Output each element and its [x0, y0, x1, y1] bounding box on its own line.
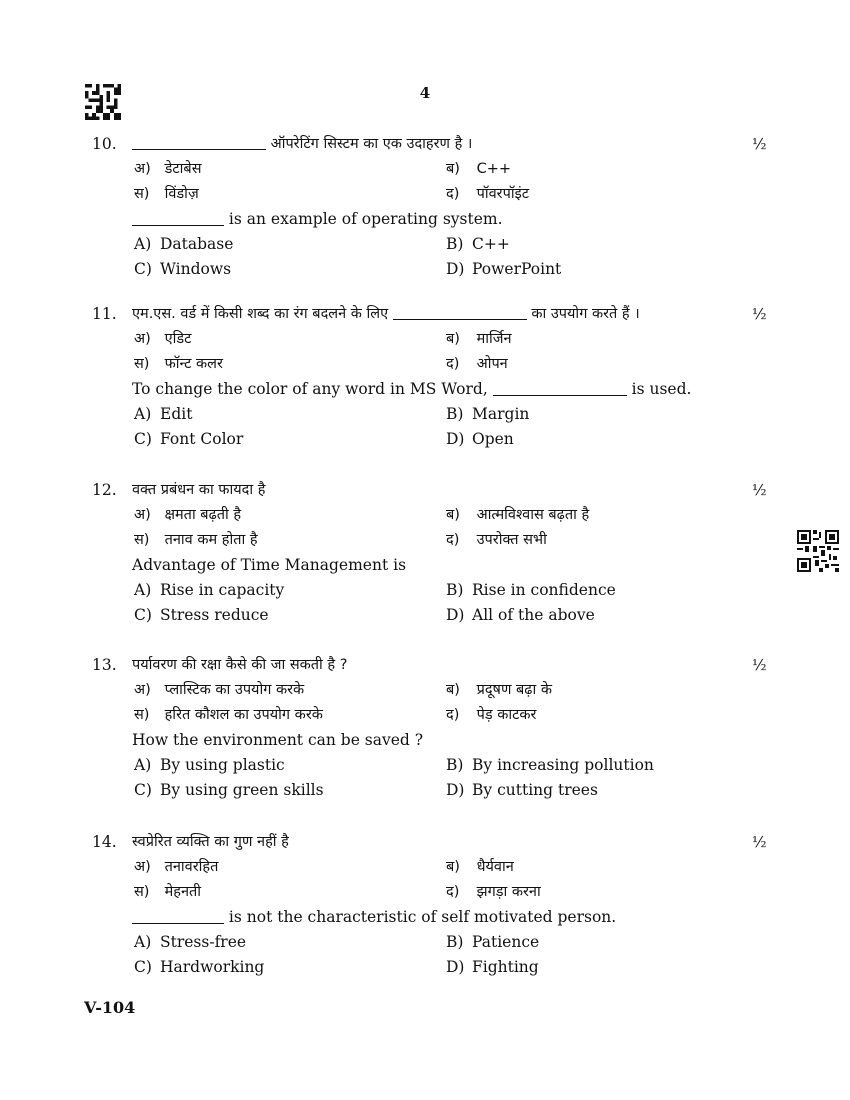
question-number: 13. [92, 656, 117, 674]
page-number: 4 [419, 84, 431, 102]
option-c: C) Font Color [134, 430, 244, 448]
option-hindi-c: स) फॉन्ट कलर [134, 356, 223, 372]
question-text-english: is an example of operating system. [132, 207, 503, 232]
question-number: 14. [92, 833, 117, 851]
option-b: B) C++ [446, 235, 510, 253]
question-text-english: To change the color of any word in MS Word, is used. [132, 380, 692, 398]
question-text-english: Advantage of Time Management is [132, 556, 407, 574]
option-d: D) All of the above [446, 606, 595, 624]
marks: ½ [752, 135, 767, 153]
option-hindi-c: स) तनाव कम होता है [134, 532, 258, 548]
question-11 [84, 302, 784, 452]
option-hindi-a: अ) प्लास्टिक का उपयोग करके [134, 682, 305, 698]
option-c: C) Hardworking [134, 958, 265, 976]
option-c: C) By using green skills [134, 781, 324, 799]
option-hindi-d: द) ओपन [446, 356, 508, 372]
option-c: C) Windows [134, 260, 232, 278]
option-hindi-b: ब) आत्मविश्वास बढ़ता है [446, 507, 590, 523]
qr-code-image [797, 530, 839, 572]
option-a: A) Database [134, 235, 234, 253]
question-text-hindi: वक्त प्रबंधन का फायदा है [132, 482, 266, 498]
option-b: B) Patience [446, 933, 540, 951]
question-13 [84, 653, 784, 803]
option-hindi-d: द) उपरोक्त सभी [446, 532, 547, 548]
option-d: D) Fighting [446, 958, 539, 976]
option-hindi-d: द) पॉवरपॉइंट [446, 186, 530, 202]
option-hindi-b: ब) C++ [446, 161, 512, 177]
question-10 [84, 132, 784, 282]
question-text-hindi: एम.एस. वर्ड में किसी शब्द का रंग बदलने के लिए का उपयोग करते हैं । [132, 302, 640, 327]
option-b: B) Rise in confidence [446, 581, 616, 599]
option-hindi-d: द) झगड़ा करना [446, 884, 541, 900]
question-number: 12. [92, 481, 117, 499]
option-hindi-c: स) मेहनती [134, 884, 202, 900]
marks: ½ [752, 833, 767, 851]
option-hindi-a: अ) क्षमता बढ़ती है [134, 507, 242, 523]
option-a: A) Rise in capacity [134, 581, 285, 599]
question-text-english: How the environment can be saved ? [132, 731, 424, 749]
option-b: B) Margin [446, 405, 530, 423]
question-text-hindi: पर्यावरण की रक्षा कैसे की जा सकती है ? [132, 657, 348, 673]
answer-blank [132, 907, 224, 924]
question-text-hindi: ऑपरेटिंग सिस्टम का एक उदाहरण है । [132, 132, 472, 157]
option-d: D) By cutting trees [446, 781, 598, 799]
option-a: A) By using plastic [134, 756, 285, 774]
question-14 [84, 830, 784, 980]
option-c: C) Stress reduce [134, 606, 269, 624]
answer-blank [132, 209, 224, 226]
marks: ½ [752, 481, 767, 499]
option-hindi-a: अ) डेटाबेस [134, 161, 202, 177]
question-12 [84, 478, 784, 628]
marks: ½ [752, 656, 767, 674]
question-text-hindi: स्वप्रेरित व्यक्ति का गुण नहीं है [132, 834, 289, 850]
option-b: B) By increasing pollution [446, 756, 654, 774]
option-hindi-a: अ) एडिट [134, 331, 192, 347]
answer-blank [493, 379, 627, 396]
question-number: 11. [92, 305, 117, 323]
option-hindi-b: ब) धैर्यवान [446, 859, 514, 875]
option-a: A) Stress-free [134, 933, 247, 951]
paper-code: V-104 [84, 998, 136, 1017]
option-hindi-c: स) विंडोज़ [134, 186, 199, 202]
option-hindi-a: अ) तनावरहित [134, 859, 219, 875]
option-hindi-c: स) हरित कौशल का उपयोग करके [134, 707, 323, 723]
answer-blank [393, 303, 527, 320]
question-number: 10. [92, 135, 117, 153]
option-hindi-b: ब) प्रदूषण बढ़ा के [446, 682, 552, 698]
option-d: D) PowerPoint [446, 260, 562, 278]
option-hindi-b: ब) मार्जिन [446, 331, 512, 347]
question-text-english: is not the characteristic of self motivated person. [132, 905, 616, 930]
option-hindi-d: द) पेड़ काटकर [446, 707, 537, 723]
option-a: A) Edit [134, 405, 193, 423]
marks: ½ [752, 305, 767, 323]
answer-blank [132, 133, 266, 150]
option-d: D) Open [446, 430, 514, 448]
